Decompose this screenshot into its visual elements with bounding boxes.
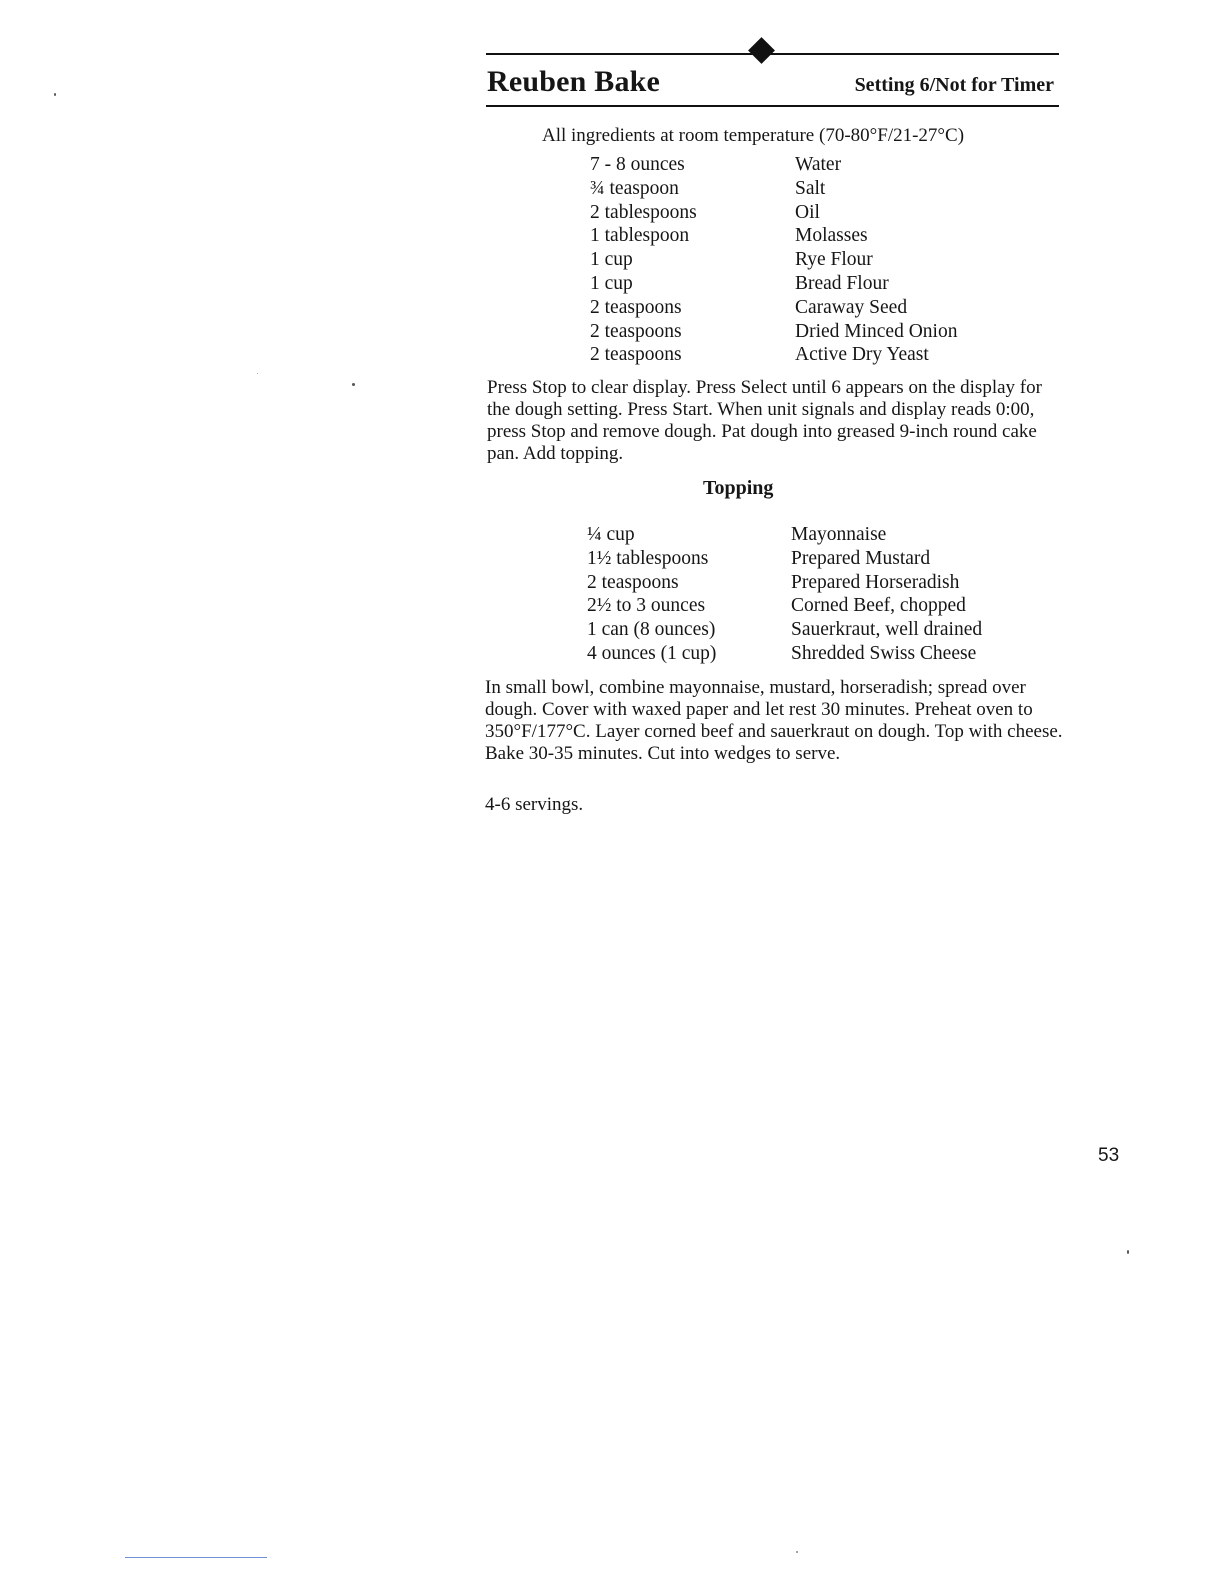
ingredient-quantity: ¾ teaspoon	[590, 177, 679, 199]
scan-speck	[796, 1551, 798, 1553]
scan-speck	[352, 383, 355, 386]
topping-name: Sauerkraut, well drained	[791, 619, 983, 641]
topping-row	[587, 547, 982, 571]
topping-quantity: 2½ to 3 ounces	[587, 595, 706, 617]
ingredient-name: Rye Flour	[795, 249, 873, 271]
ingredient-row	[590, 201, 957, 225]
ingredient-row	[590, 272, 957, 296]
ingredient-quantity: 2 teaspoons	[590, 344, 682, 366]
ingredient-row	[590, 153, 957, 177]
ingredient-row	[590, 224, 957, 248]
ingredient-name: Water	[795, 154, 842, 175]
topping-ingredient-list	[587, 523, 982, 666]
ingredient-row	[590, 248, 957, 272]
topping-quantity: ¼ cup	[587, 524, 635, 545]
ingredient-quantity: 2 tablespoons	[590, 201, 697, 223]
topping-row	[587, 594, 982, 618]
ingredient-quantity: 1 cup	[590, 272, 633, 294]
temperature-note: All ingredients at room temperature (70-80°F/21-27°C)	[542, 125, 965, 146]
ingredient-quantity: 2 teaspoons	[590, 320, 682, 342]
topping-row	[587, 571, 982, 595]
ingredient-list	[590, 153, 957, 367]
topping-instructions: In small bowl, combine mayonnaise, mustard, horseradish; spread over dough. Cover with waxed paper and let rest 30 minutes. Preheat oven to 350°F/177°C. Layer corned beef and sauerkraut on dough. Top with cheese. Bake 30-35 minutes. Cut into wedges to serve.	[485, 677, 1063, 764]
ingredient-row	[590, 320, 957, 344]
topping-quantity: 4 ounces (1 cup)	[587, 642, 717, 664]
ingredient-name: Molasses	[795, 225, 868, 247]
topping-quantity: 2 teaspoons	[587, 571, 679, 593]
topping-name: Corned Beef, chopped	[791, 595, 966, 617]
ingredient-name: Caraway Seed	[795, 296, 908, 318]
footer-line	[125, 1557, 267, 1558]
topping-row	[587, 618, 982, 642]
ingredient-quantity: 2 teaspoons	[590, 296, 682, 318]
topping-name: Prepared Mustard	[791, 547, 931, 569]
topping-quantity: 1 can (8 ounces)	[587, 619, 716, 641]
scan-speck	[257, 373, 258, 374]
ingredient-name: Oil	[795, 201, 820, 223]
topping-name: Prepared Horseradish	[791, 571, 960, 593]
header-bottom-rule	[486, 105, 1059, 107]
servings-note: 4-6 servings.	[485, 794, 584, 815]
recipe-setting: Setting 6/Not for Timer	[854, 74, 1054, 96]
ingredient-row	[590, 343, 957, 367]
ingredient-quantity: 1 cup	[590, 249, 633, 271]
scan-speck	[1127, 1250, 1129, 1254]
topping-name: Mayonnaise	[791, 524, 887, 545]
header-top-rule	[486, 53, 1059, 55]
topping-quantity: 1½ tablespoons	[587, 547, 709, 569]
dough-instructions: Press Stop to clear display. Press Select until 6 appears on the display for the dough setting. Press Start. When unit signals and display reads 0:00, press Stop and remove dough. Pat dough into greased 9-inch round cake pan. Add topping.	[487, 377, 1042, 464]
ingredient-name: Dried Minced Onion	[795, 320, 958, 342]
ingredient-name: Bread Flour	[795, 272, 889, 294]
ingredient-row	[590, 177, 957, 201]
topping-row	[587, 642, 982, 666]
ingredient-quantity: 1 tablespoon	[590, 225, 690, 247]
ingredient-name: Salt	[795, 177, 826, 199]
diamond-ornament-icon	[748, 37, 775, 64]
scan-speck	[54, 93, 56, 96]
ingredient-name: Active Dry Yeast	[795, 344, 929, 366]
topping-name: Shredded Swiss Cheese	[791, 642, 977, 664]
recipe-title: Reuben Bake	[487, 65, 661, 98]
topping-heading: Topping	[703, 477, 774, 499]
topping-row	[587, 523, 982, 547]
page-number: 53	[1098, 1145, 1120, 1166]
ingredient-row	[590, 296, 957, 320]
ingredient-quantity: 7 - 8 ounces	[590, 154, 685, 175]
